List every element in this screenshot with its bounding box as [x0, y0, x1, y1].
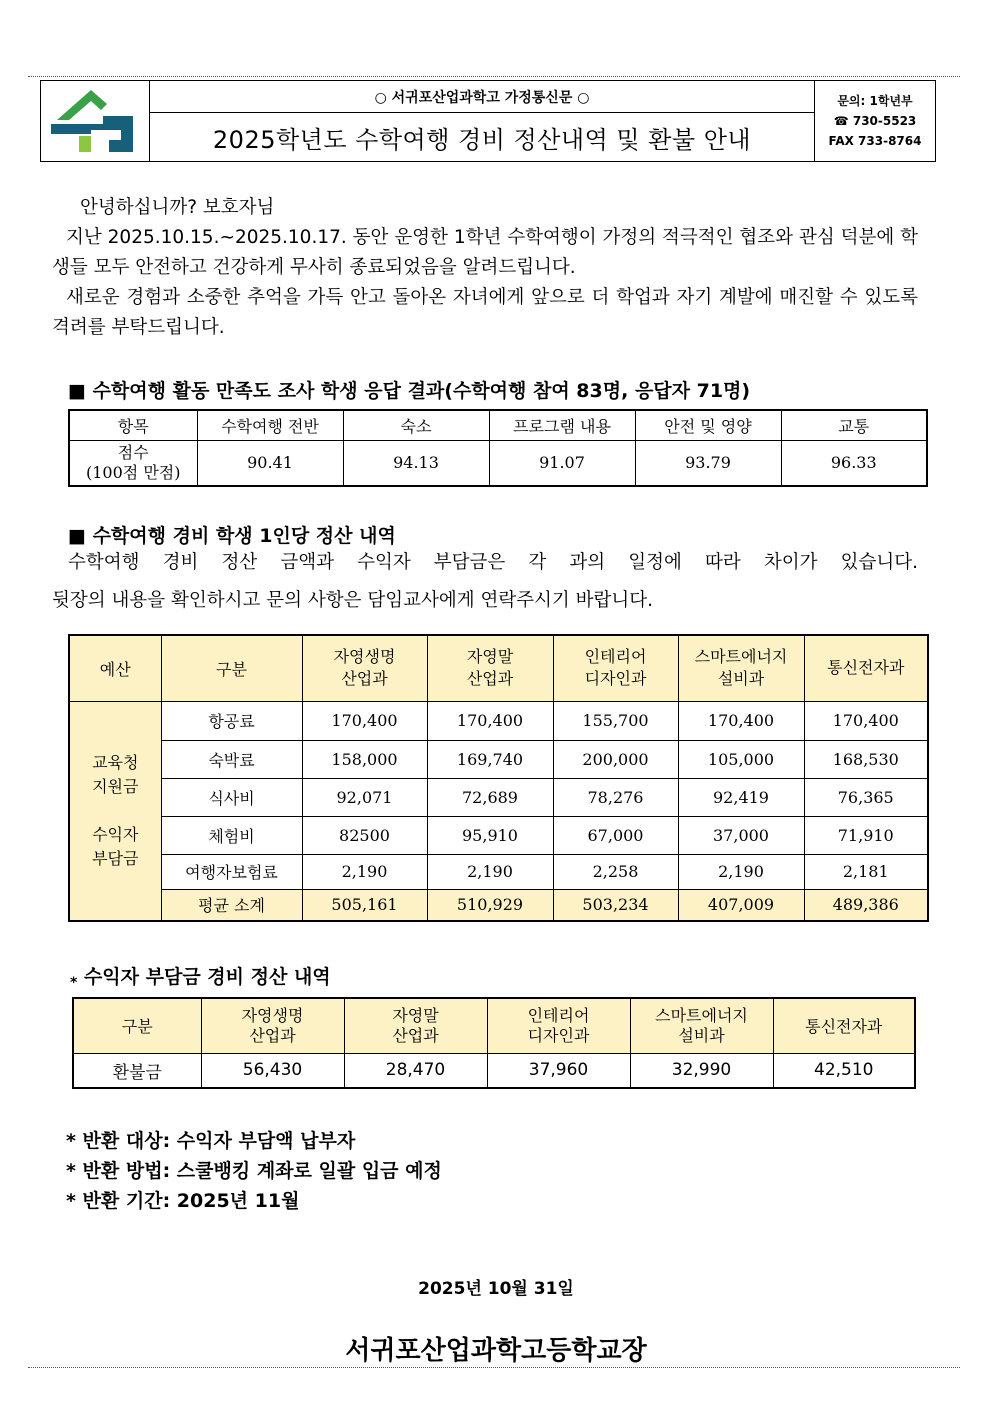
survey-heading: ■ 수학여행 활동 만족도 조사 학생 응답 결과(수학여행 참여 83명, 응답자 71명) [68, 380, 751, 402]
contact-phone: ☎ 730-5523 [833, 114, 917, 128]
intro-paragraph-2: 새로운 경험과 소중한 추억을 가득 안고 돌아온 자녀에게 앞으로 더 학업과 자기 계발에 매진할 수 있도록 격려를 부탁드립니다. [52, 287, 918, 338]
dept-header [201, 998, 344, 1053]
note-method: * 반환 방법: 스쿨뱅킹 계좌로 일괄 입금 예정 [66, 1160, 442, 1182]
subtotal-cell: 407,009 [678, 889, 804, 921]
category-header: 구분 [161, 635, 302, 701]
cost-row [69, 816, 928, 854]
refund-cell: 32,990 [630, 1053, 773, 1088]
refund-row-label: 환불금 [73, 1053, 201, 1088]
greeting: 안녕하십니까? 보호자님 [80, 197, 275, 218]
budget-source: 부담금 [92, 848, 139, 868]
refund-row [73, 1053, 915, 1088]
budget-source: 수익자 [92, 824, 139, 844]
newsletter-header [40, 80, 936, 162]
budget-source-cell [69, 701, 161, 921]
note-target: * 반환 대상: 수익자 부담액 납부자 [66, 1130, 356, 1152]
cost-cell: 170,400 [302, 701, 427, 740]
dept-name: 자영생명 [333, 647, 396, 667]
dept-name: 통신전자과 [827, 658, 905, 678]
survey-score-cell: 91.07 [489, 440, 635, 486]
cost-row-label: 식사비 [161, 778, 302, 816]
dept-name: 자영말 [466, 647, 514, 667]
dept-header [302, 635, 427, 701]
bottom-divider [28, 1367, 960, 1368]
school-logo [41, 81, 150, 161]
budget-source: 교육청 [92, 752, 139, 772]
survey-score-cell: 94.13 [343, 440, 489, 486]
cost-cell: 82500 [302, 816, 427, 854]
cost-row [69, 740, 928, 778]
intro-paragraph-1: 지난 2025.10.15.~2025.10.17. 동안 운영한 1학년 수학여행이 가정의 적극적인 협조와 관심 덕분에 학생들 모두 안전하고 건강하게 무사히 종료되었음을 알려드립니다. [52, 227, 918, 278]
survey-header-cell: 프로그램 내용 [489, 410, 635, 440]
contact-info [815, 81, 935, 161]
score-label: 점수 [117, 442, 149, 462]
dept-header [678, 635, 804, 701]
survey-header-cell: 안전 및 영양 [635, 410, 781, 440]
refund-heading-text: 수익자 부담금 경비 정산 내역 [83, 966, 331, 988]
cost-subtotal-row [69, 889, 928, 921]
survey-header-cell: 숙소 [343, 410, 489, 440]
cost-cell: 92,071 [302, 778, 427, 816]
dept-header [427, 635, 553, 701]
cost-cell: 170,400 [804, 701, 928, 740]
score-scale: (100점 만점) [86, 462, 181, 482]
cost-cell: 72,689 [427, 778, 553, 816]
refund-category-header: 구분 [73, 998, 201, 1053]
cost-cell: 78,276 [553, 778, 678, 816]
cost-row-label: 항공료 [161, 701, 302, 740]
document-title: 2025학년도 수학여행 경비 정산내역 및 환불 안내 [212, 125, 752, 154]
dept-header [344, 998, 487, 1053]
survey-score-cell: 93.79 [635, 440, 781, 486]
survey-header-row [69, 410, 927, 440]
survey-score-row [69, 440, 927, 486]
dept-name-2: 산업과 [341, 669, 388, 689]
cost-cell: 92,419 [678, 778, 804, 816]
cost-cell: 170,400 [678, 701, 804, 740]
dept-name-2: 산업과 [392, 1025, 439, 1045]
dept-name: 스마트에너지 [655, 1005, 748, 1025]
cost-heading: ■ 수학여행 경비 학생 1인당 정산 내역 [68, 525, 396, 547]
cost-cell: 2,190 [678, 854, 804, 889]
dept-name: 인테리어 [527, 1005, 590, 1025]
subtotal-cell: 505,161 [302, 889, 427, 921]
cost-row-label: 여행자보험료 [161, 854, 302, 889]
subtotal-cell: 489,386 [804, 889, 928, 921]
top-divider [28, 76, 960, 77]
survey-score-cell: 90.41 [197, 440, 343, 486]
dept-name-2: 산업과 [466, 669, 514, 689]
refund-notes [66, 1126, 442, 1216]
issue-date: 2025년 10월 31일 [418, 1279, 574, 1299]
cost-row [69, 778, 928, 816]
cost-cell: 105,000 [678, 740, 804, 778]
survey-header-cell: 수학여행 전반 [197, 410, 343, 440]
survey-row-label [69, 440, 197, 486]
refund-cell: 56,430 [201, 1053, 344, 1088]
newsletter-label: ○ 서귀포산업과학고 가정통신문 ○ [150, 81, 814, 113]
cost-cell: 168,530 [804, 740, 928, 778]
cost-header-row [69, 635, 928, 701]
dept-header [804, 635, 928, 701]
cost-cell: 200,000 [553, 740, 678, 778]
dept-name: 자영생명 [241, 1005, 304, 1025]
cost-cell: 2,190 [302, 854, 427, 889]
dept-name-2: 산업과 [249, 1025, 296, 1045]
cost-cell: 95,910 [427, 816, 553, 854]
dept-name: 통신전자과 [805, 1017, 883, 1037]
refund-cell: 42,510 [773, 1053, 915, 1088]
contact-fax: FAX 733-8764 [828, 134, 922, 148]
refund-header-row [73, 998, 915, 1053]
cost-row-label: 숙박료 [161, 740, 302, 778]
dept-header [773, 998, 915, 1053]
dept-header [487, 998, 630, 1053]
dept-name-2: 디자인과 [584, 669, 647, 689]
survey-score-cell: 96.33 [781, 440, 927, 486]
cost-cell: 155,700 [553, 701, 678, 740]
subtotal-cell: 510,929 [427, 889, 553, 921]
cost-row-label: 체험비 [161, 816, 302, 854]
principal-signature: 서귀포산업과학고등학교장 [345, 1336, 647, 1366]
cost-cell: 2,181 [804, 854, 928, 889]
dept-name-2: 디자인과 [527, 1025, 590, 1045]
cost-cell: 67,000 [553, 816, 678, 854]
cost-cell: 76,365 [804, 778, 928, 816]
note-period: * 반환 기간: 2025년 11월 [66, 1190, 300, 1212]
survey-header-cell: 교통 [781, 410, 927, 440]
cost-description-1: 수학여행 경비 정산 금액과 수익자 부담금은 각 과의 일정에 따라 차이가 있습니다. [68, 552, 918, 573]
refund-cell: 28,470 [344, 1053, 487, 1088]
budget-header: 예산 [69, 635, 161, 701]
refund-cell: 37,960 [487, 1053, 630, 1088]
dept-name: 스마트에너지 [694, 647, 788, 667]
subtotal-label: 평균 소계 [161, 889, 302, 921]
cost-row [69, 854, 928, 889]
cost-cell: 170,400 [427, 701, 553, 740]
dept-header [630, 998, 773, 1053]
cost-cell: 169,740 [427, 740, 553, 778]
survey-header-cell: 항목 [69, 410, 197, 440]
cost-cell: 158,000 [302, 740, 427, 778]
dept-name: 자영말 [392, 1005, 439, 1025]
survey-table [68, 409, 928, 487]
cost-cell: 2,190 [427, 854, 553, 889]
refund-table [72, 997, 916, 1089]
cost-row [69, 701, 928, 740]
school-logo-icon [51, 86, 139, 156]
dept-name-2: 설비과 [678, 1025, 725, 1045]
cost-description-2: 뒷장의 내용을 확인하시고 문의 사항은 담임교사에게 연락주시기 바랍니다. [52, 590, 654, 611]
cost-cell: 2,258 [553, 854, 678, 889]
dept-name: 인테리어 [584, 647, 647, 667]
budget-source: 지원금 [92, 776, 139, 796]
cost-table [68, 634, 929, 922]
dept-name-2: 설비과 [717, 669, 765, 689]
subtotal-cell: 503,234 [553, 889, 678, 921]
dept-header [553, 635, 678, 701]
cost-cell: 71,910 [804, 816, 928, 854]
refund-heading [70, 962, 331, 991]
cost-cell: 37,000 [678, 816, 804, 854]
contact-department: 문의: 1학년부 [837, 94, 913, 108]
refund-heading-mark: * [70, 975, 78, 991]
